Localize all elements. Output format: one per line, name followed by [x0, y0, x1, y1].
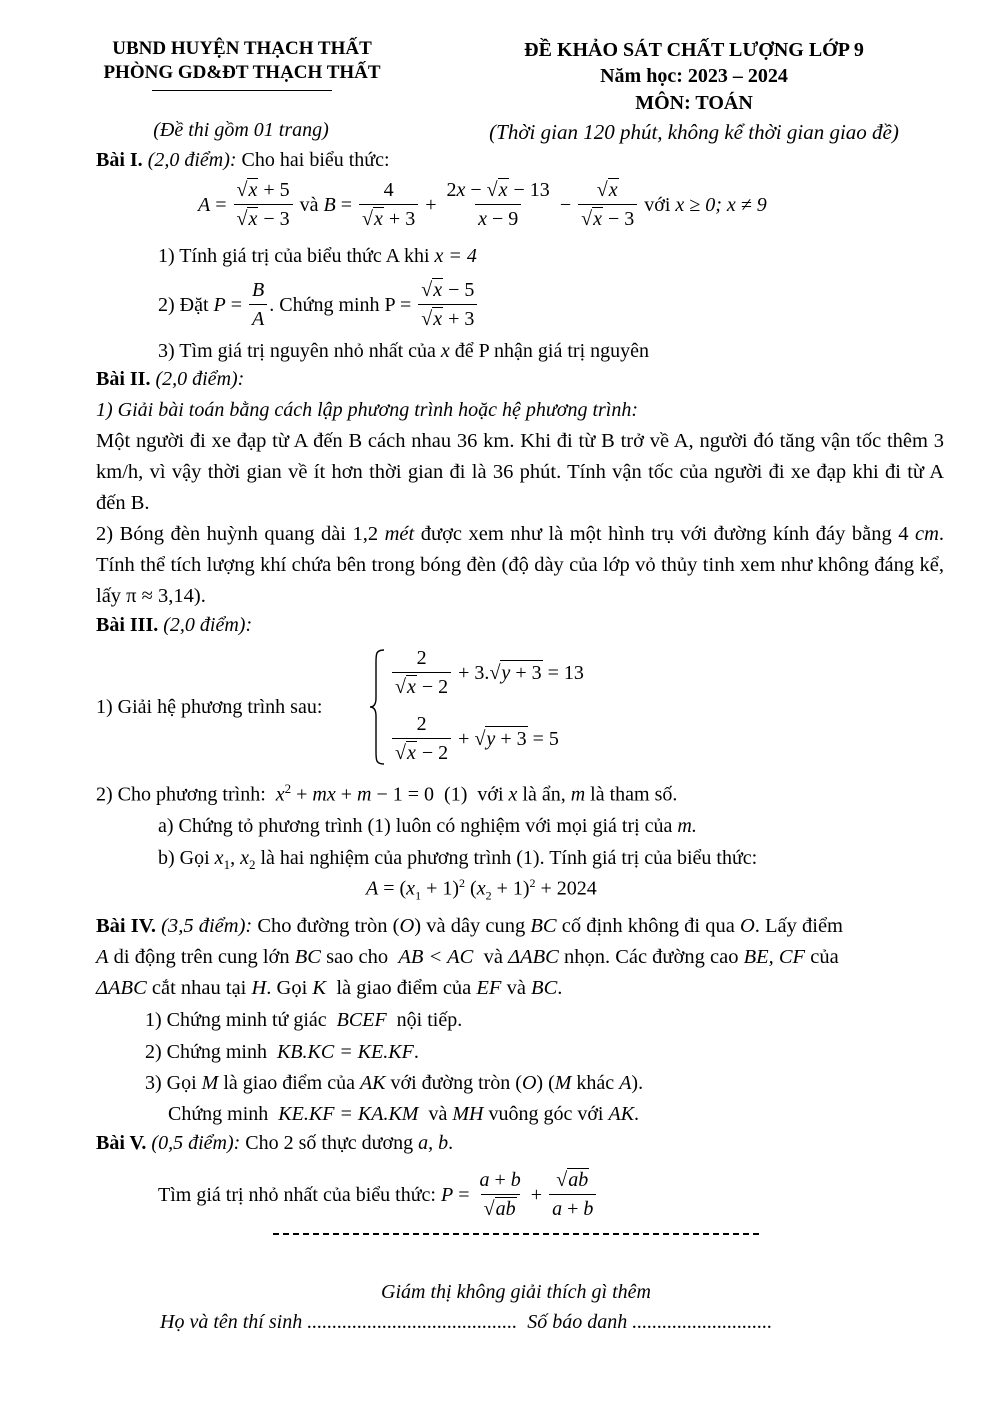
school-year: Năm học: 2023 – 2024 — [600, 65, 788, 87]
footer-note: Giám thị không giải thích gì thêm — [381, 1281, 651, 1303]
system-brace — [368, 648, 386, 766]
bai3-q2: 2) Cho phương trình: $x^2$ + mx + m − 1 = 0 (1) với x là ẩn, m là tham số. — [96, 781, 678, 806]
bai1-q3: 3) Tìm giá trị nguyên nhỏ nhất của x để P nhận giá trị nguyên — [158, 340, 650, 362]
bai3-qb-expression: $A = (x_1 + 1)^2$ $(x_2 + 1)^2 + 2024$ — [366, 876, 597, 903]
bai2-heading: Bài II. (2,0 điểm): — [96, 368, 245, 390]
separator-dashes — [273, 1233, 759, 1235]
bai4-q1: 1) Chứng minh tứ giác BCEF nội tiếp. — [145, 1009, 463, 1031]
bai4-line3: ΔABC cắt nhau tại H. Gọi K là giao điểm của EF và BC. — [96, 977, 563, 999]
bai3-heading: Bài III. (2,0 điểm): — [96, 614, 253, 636]
bai2-sub1-text: Một người đi xe đạp từ A đến B cách nhau 36 km. Khi đi từ B trở về A, người đó tăng vận tốc thêm 3 km/h, vì vậy thời gian về ít hơn thời gian đi là 36 phút. Tính vận tốc của người đi xe đạp khi đi từ A đến B. — [96, 430, 944, 514]
bai1-q1: 1) Tính giá trị của biểu thức A khi x = 4 — [158, 245, 477, 267]
bai1-q2: 2) Đặt P = $\frac{B}{A}$ . Chứng minh P = $\frac{√x - 5}{√x + 3}$ — [158, 278, 479, 331]
subject-title: MÔN: TOÁN — [635, 92, 753, 114]
bai2-sub1-heading: 1) Giải bài toán bằng cách lập phương trình hoặc hệ phương trình: — [96, 399, 639, 421]
system-eq2: $\frac{2}{√x - 2}$ + √ y + 3 = 5 — [390, 712, 559, 765]
bai3-qa: a) Chứng tỏ phương trình (1) luôn có nghiệm với mọi giá trị của m. — [158, 815, 697, 837]
header-underline — [152, 90, 332, 91]
bai1-expressions: A = $\frac{√x + 5}{√x - 3}$ và B = $\frac{4}{√x + 3}$ + $\frac{2x - √x - 13}{x - 9}$ − $\frac{√x}{√x - 3}$ với x ≥ 0; x ≠ 9 — [198, 179, 767, 230]
bai1-heading: Bài I. (2,0 điểm): Cho hai biểu thức: — [96, 149, 390, 171]
bai3-qb: b) Gọi $x_1$, $x_2$ là hai nghiệm của phương trình (1). Tính giá trị của biểu thức: — [158, 847, 758, 872]
time-note: (Thời gian 120 phút, không kể thời gian giao đề) — [489, 120, 899, 144]
bai4-line1: Bài IV. (3,5 điểm): Cho đường tròn (O) và dây cung BC cố định không đi qua O. Lấy điểm — [96, 915, 844, 937]
bai4-q3: 3) Gọi M là giao điểm của AK với đường tròn (O) (M khác A). — [145, 1072, 644, 1094]
bai4-q3-line2: Chứng minh KE.KF = KA.KM và MH vuông góc với AK. — [168, 1103, 640, 1125]
bai2-sub2-text: 2) Bóng đèn huỳnh quang dài 1,2 mét được xem như là một hình trụ với đường kính đáy bằng 4 cm. Tính thể tích lượng khí chứa bên trong bóng đèn (độ dày của lớp vỏ thủy tinh xem như không đáng kể, lấy π ≈ 3,14). — [96, 523, 944, 607]
bai4-q2: 2) Chứng minh KB.KC = KE.KF. — [145, 1041, 419, 1063]
bai5-question: Tìm giá trị nhỏ nhất của biểu thức: P = $\frac{a + b}{√ab}$ + $\frac{√ab}{a + b}$ — [158, 1168, 598, 1221]
footer-candidate-info: Họ và tên thí sinh .......................................... Số báo danh ............................ — [160, 1311, 773, 1333]
bai5-heading: Bài V. (0,5 điểm): Cho 2 số thực dương a, b. — [96, 1132, 454, 1154]
bai3-q1: 1) Giải hệ phương trình sau: — [96, 696, 323, 718]
system-eq1: $\frac{2}{√x - 2}$ + 3. √ y + 3 = 13 — [390, 646, 584, 699]
bai4-line2: A di động trên cung lớn BC sao cho AB < AC và ΔABC nhọn. Các đường cao BE, CF của — [96, 946, 839, 968]
exam-title: ĐỀ KHẢO SÁT CHẤT LƯỢNG LỚP 9 — [524, 39, 864, 61]
header-school-authority: UBND HUYỆN THẠCH THẤT — [112, 38, 372, 59]
pages-note: (Đề thi gồm 01 trang) — [153, 119, 329, 141]
header-department: PHÒNG GD&ĐT THẠCH THẤT — [103, 62, 381, 83]
